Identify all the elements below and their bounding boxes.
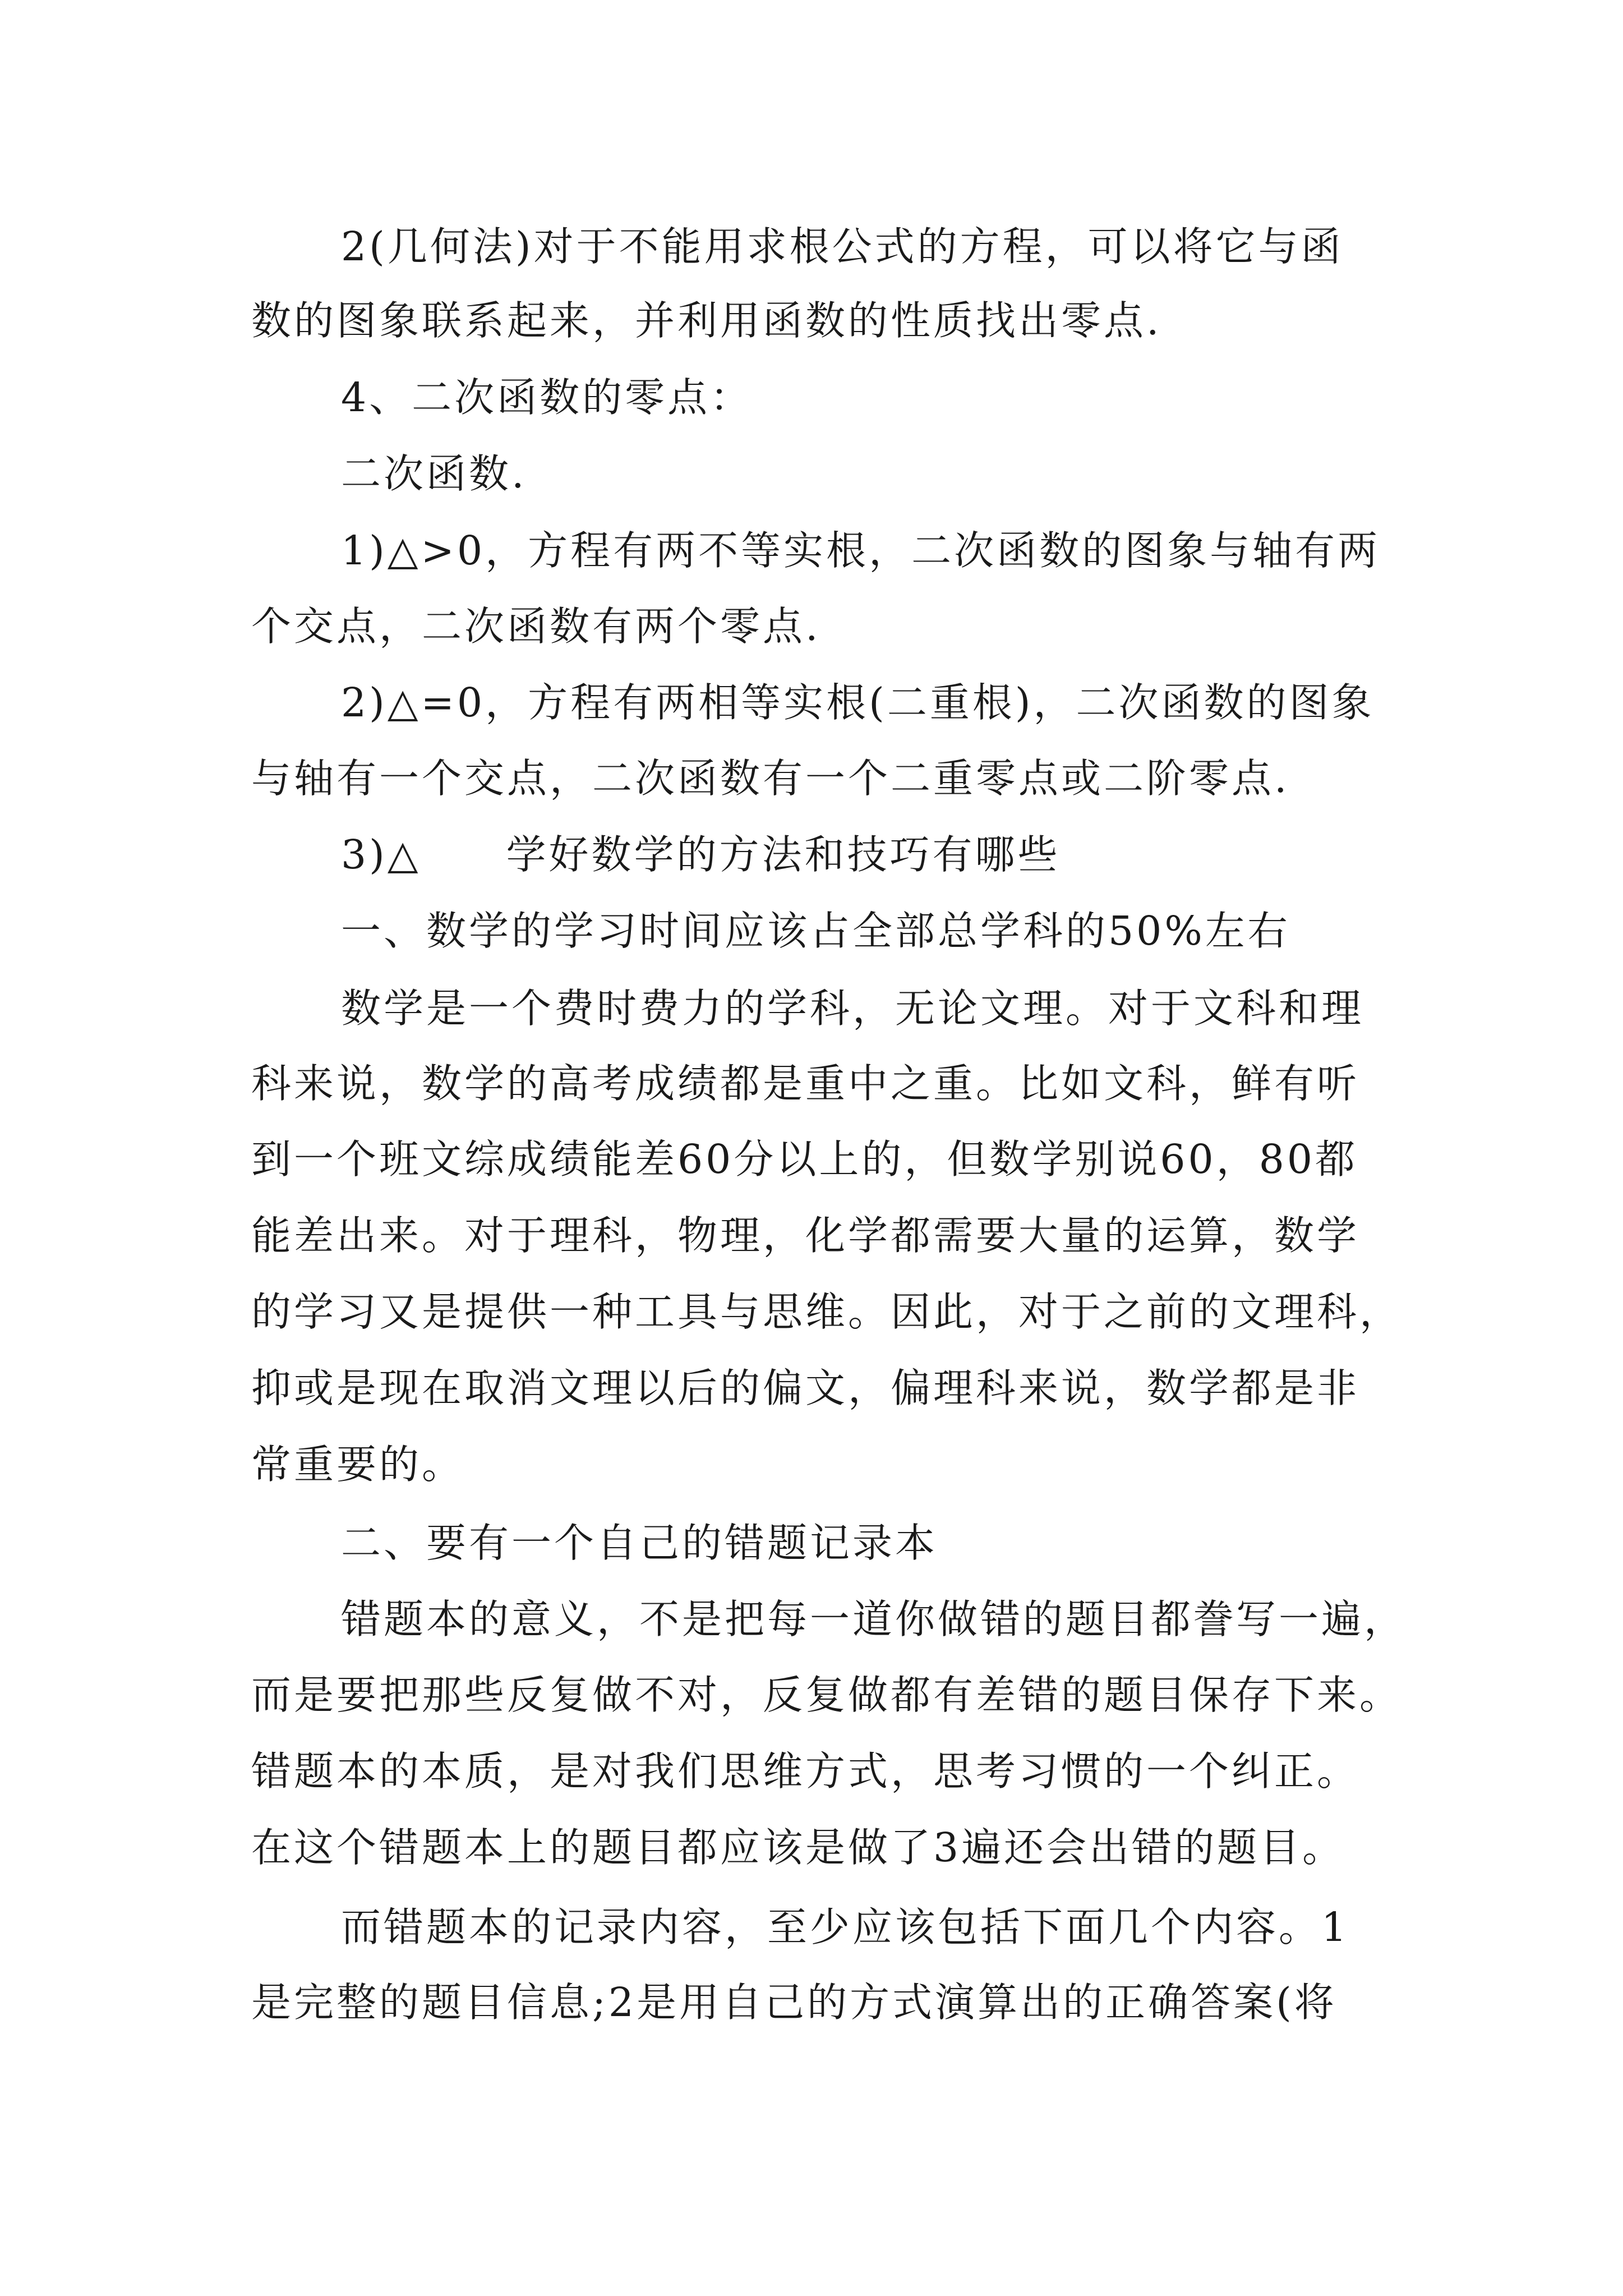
text-line: 的学习又是提供一种工具与思维。因此，对于之前的文理科， [251,1289,1403,1335]
text-line: 错题本的本质，是对我们思维方式，思考习惯的一个纠正。 [251,1748,1360,1795]
text-line: 到一个班文综成绩能差60分以上的，但数学别说60，80都 [251,1136,1358,1182]
text-line: 而错题本的记录内容，至少应该包括下面几个内容。1 [341,1904,1350,1950]
text-line: 二、要有一个自己的错题记录本 [341,1520,938,1566]
text-line: 科来说，数学的高考成绩都是重中之重。比如文科，鲜有听 [251,1060,1360,1107]
text-line: 而是要把那些反复做不对，反复做都有差错的题目保存下来。 [251,1672,1403,1718]
text-line: 抑或是现在取消文理以后的偏文，偏理科来说，数学都是非 [251,1365,1360,1411]
text-line: 3)△ 学好数学的方法和技巧有哪些 [341,831,1061,878]
text-line: 2(几何法)对于不能用求根公式的方程，可以将它与函 [341,223,1344,270]
text-line: 常重要的。 [251,1441,465,1488]
text-line: 数学是一个费时费力的学科，无论文理。对于文科和理 [341,985,1364,1032]
text-line: 数的图象联系起来，并利用函数的性质找出零点. [251,297,1162,344]
text-line: 能差出来。对于理科，物理，化学都需要大量的运算，数学 [251,1212,1360,1259]
text-line: 1)△>0，方程有两不等实根，二次函数的图象与轴有两 [341,527,1381,574]
text-line: 一、数学的学习时间应该占全部总学科的50%左右 [341,908,1290,954]
text-line: 在这个错题本上的题目都应该是做了3遍还会出错的题目。 [251,1824,1345,1871]
text-line: 个交点，二次函数有两个零点. [251,603,821,650]
text-line: 与轴有一个交点，二次函数有一个二重零点或二阶零点. [251,755,1290,802]
text-line: 2)△=0，方程有两相等实根(二重根)，二次函数的图象 [341,679,1375,726]
text-line: 错题本的意义，不是把每一道你做错的题目都誊写一遍， [341,1596,1407,1642]
text-line: 4、二次函数的零点： [341,374,753,421]
text-line: 二次函数. [341,450,527,497]
text-line: 是完整的题目信息;2是用自己的方式演算出的正确答案(将 [251,1979,1337,2026]
